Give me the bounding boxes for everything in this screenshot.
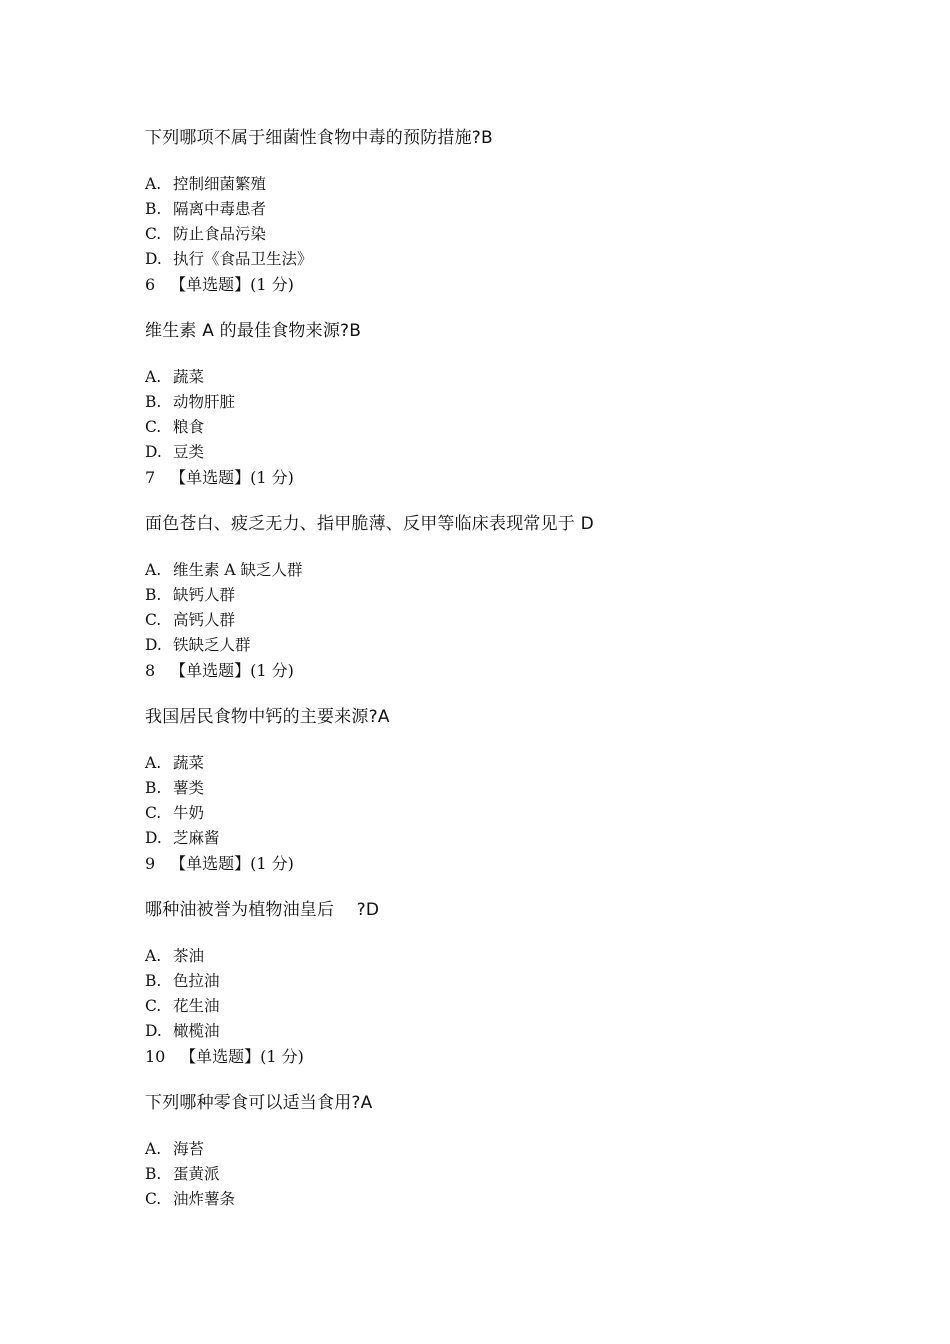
- option-d: [145, 826, 845, 851]
- option-letter: C.: [145, 1190, 162, 1208]
- question-block: [145, 896, 845, 1089]
- option-letter: A.: [145, 1140, 162, 1158]
- option-text: 控制细菌繁殖: [173, 175, 267, 193]
- option-text: 铁缺乏人群: [173, 636, 251, 654]
- option-text: 色拉油: [173, 972, 220, 990]
- question-header: [145, 851, 845, 876]
- option-c: [145, 415, 845, 440]
- option-letter: C.: [145, 804, 162, 822]
- option-letter: B.: [145, 972, 162, 990]
- question-block: [145, 510, 845, 703]
- option-text: 芝麻酱: [173, 829, 220, 847]
- option-letter: A.: [145, 947, 162, 965]
- option-c: [145, 608, 845, 633]
- option-text: 维生素 A 缺乏人群: [173, 561, 303, 579]
- option-letter: B.: [145, 586, 162, 604]
- option-text: 薯类: [173, 779, 205, 797]
- option-letter: B.: [145, 779, 162, 797]
- option-letter: B.: [145, 393, 162, 411]
- question-list: [145, 124, 845, 1212]
- option-text: 橄榄油: [173, 1022, 220, 1040]
- option-text: 蛋黄派: [173, 1165, 220, 1183]
- option-a: [145, 1137, 845, 1162]
- question-number: 6: [145, 275, 156, 294]
- option-a: [145, 944, 845, 969]
- question-text: 下列哪项不属于细菌性食物中毒的预防措施?B: [145, 128, 493, 148]
- option-text: 花生油: [173, 997, 220, 1015]
- option-b: [145, 1162, 845, 1187]
- option-text: 缺钙人群: [173, 586, 236, 604]
- option-text: 蔬菜: [173, 368, 205, 386]
- option-text: 蔬菜: [173, 754, 205, 772]
- question-number: 9: [145, 854, 156, 873]
- option-text: 豆类: [173, 443, 205, 461]
- option-text: 隔离中毒患者: [173, 200, 267, 218]
- option-a: [145, 751, 845, 776]
- question-block: [145, 317, 845, 510]
- question-block: [145, 703, 845, 896]
- option-letter: A.: [145, 561, 162, 579]
- question-header: [145, 658, 845, 683]
- option-text: 动物肝脏: [173, 393, 236, 411]
- option-text: 海苔: [173, 1140, 205, 1158]
- option-b: [145, 197, 845, 222]
- option-b: [145, 969, 845, 994]
- option-text: 茶油: [173, 947, 205, 965]
- option-letter: C.: [145, 611, 162, 629]
- question-text: 下列哪种零食可以适当食用?A: [145, 1093, 373, 1113]
- option-c: [145, 801, 845, 826]
- option-letter: A.: [145, 368, 162, 386]
- question-header: [145, 465, 845, 490]
- option-c: [145, 994, 845, 1019]
- option-letter: A.: [145, 754, 162, 772]
- option-text: 粮食: [173, 418, 205, 436]
- question-type: 【单选题】(1 分): [170, 468, 294, 487]
- question-type: 【单选题】(1 分): [170, 854, 294, 873]
- option-letter: A.: [145, 175, 162, 193]
- option-letter: C.: [145, 997, 162, 1015]
- option-b: [145, 390, 845, 415]
- option-a: [145, 172, 845, 197]
- question-type: 【单选题】(1 分): [170, 275, 294, 294]
- option-c: [145, 1187, 845, 1212]
- question-type: 【单选题】(1 分): [170, 661, 294, 680]
- option-a: [145, 558, 845, 583]
- option-a: [145, 365, 845, 390]
- question-text: 哪种油被誉为植物油皇后 ?D: [145, 900, 380, 920]
- question-number: 10: [145, 1047, 166, 1066]
- option-letter: B.: [145, 200, 162, 218]
- option-text: 油炸薯条: [173, 1190, 236, 1208]
- option-letter: D.: [145, 250, 162, 268]
- option-letter: C.: [145, 225, 162, 243]
- question-header: [145, 1044, 845, 1069]
- option-d: [145, 247, 845, 272]
- option-d: [145, 1019, 845, 1044]
- option-text: 执行《食品卫生法》: [173, 250, 313, 268]
- question-header: [145, 272, 845, 297]
- option-text: 防止食品污染: [173, 225, 267, 243]
- option-letter: D.: [145, 636, 162, 654]
- option-b: [145, 776, 845, 801]
- option-letter: D.: [145, 1022, 162, 1040]
- option-letter: D.: [145, 829, 162, 847]
- question-block: [145, 1089, 845, 1212]
- option-text: 高钙人群: [173, 611, 236, 629]
- option-d: [145, 440, 845, 465]
- question-text: 我国居民食物中钙的主要来源?A: [145, 707, 390, 727]
- question-type: 【单选题】(1 分): [180, 1047, 304, 1066]
- question-block: [145, 124, 845, 317]
- option-letter: C.: [145, 418, 162, 436]
- option-b: [145, 583, 845, 608]
- question-number: 8: [145, 661, 156, 680]
- option-d: [145, 633, 845, 658]
- option-letter: B.: [145, 1165, 162, 1183]
- question-text: 维生素 A 的最佳食物来源?B: [145, 321, 362, 341]
- option-c: [145, 222, 845, 247]
- option-text: 牛奶: [173, 804, 205, 822]
- question-number: 7: [145, 468, 156, 487]
- question-text: 面色苍白、疲乏无力、指甲脆薄、反甲等临床表现常见于 D: [145, 514, 594, 534]
- option-letter: D.: [145, 443, 162, 461]
